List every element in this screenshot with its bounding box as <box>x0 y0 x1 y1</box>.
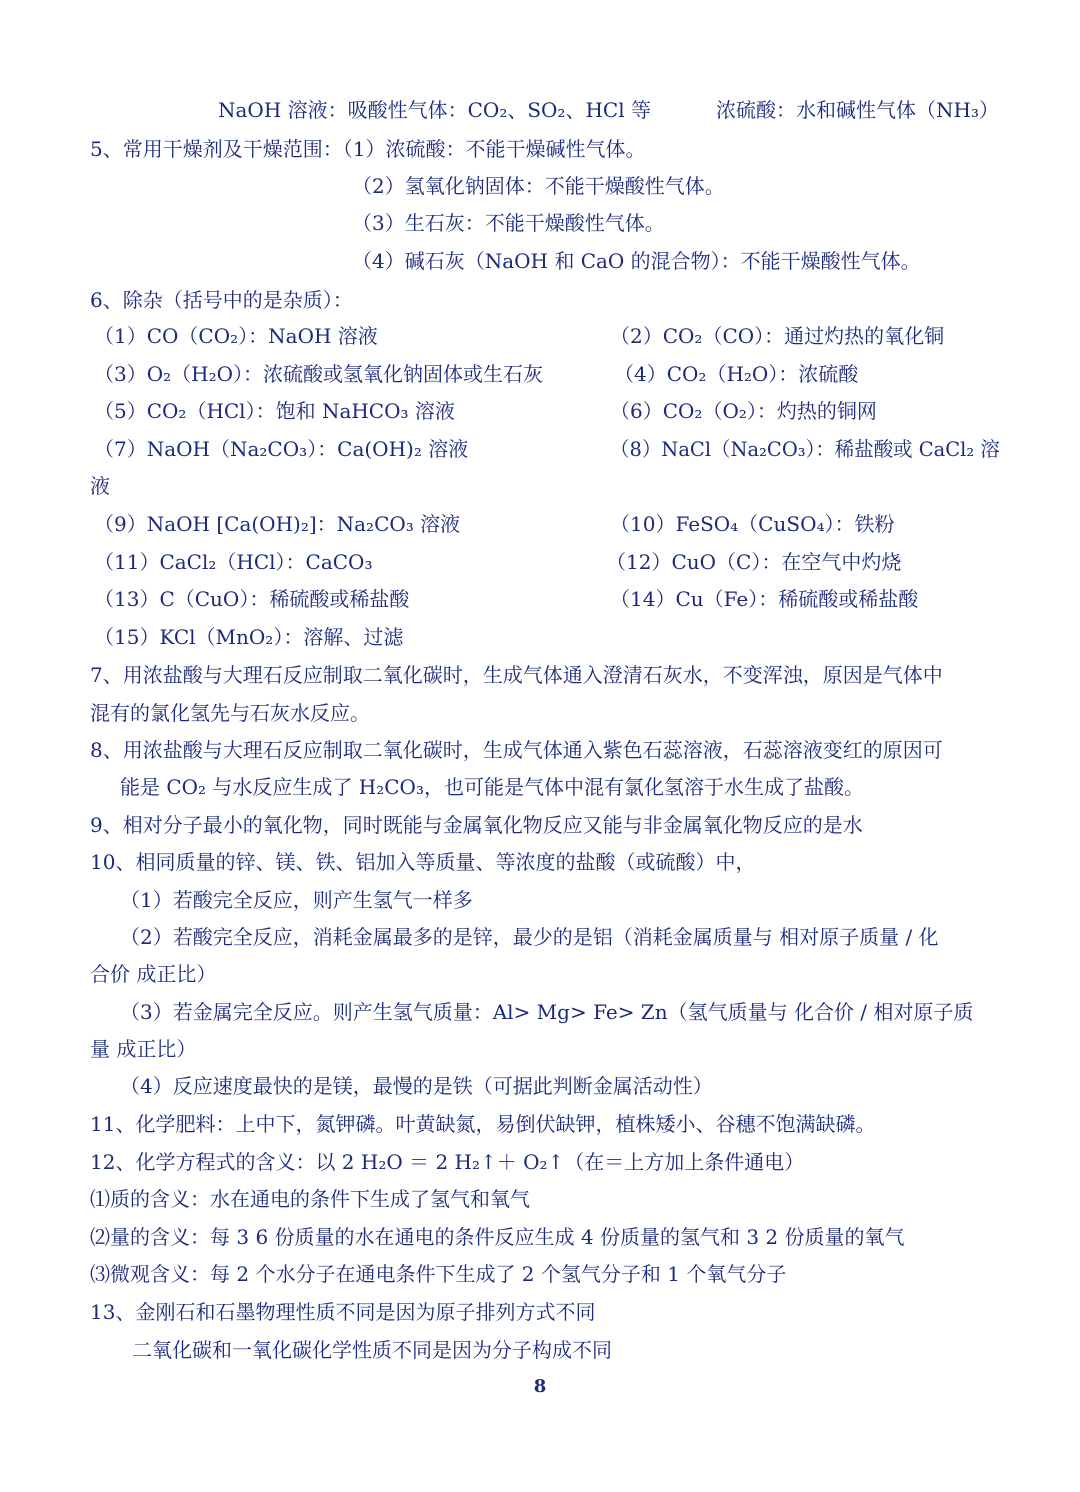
s9-line: 9、相对分子最小的氧化物，同时既能与金属氧化物反应又能与非金属氧化物反应的是水 <box>90 813 863 837</box>
s12-item-1: ⑴质的含义：水在通电的条件下生成了氢气和氧气 <box>90 1187 530 1211</box>
s5-title: 5、常用干燥剂及干燥范围：（1）浓硫酸：不能干燥碱性气体。 <box>90 137 646 161</box>
s6-item-11: （11）CaCl₂（HCl）：CaCO₃ <box>94 550 373 574</box>
s6-item-4: （4）CO₂（H₂O）：浓硫酸 <box>614 362 859 386</box>
s10-item-2: （2）若酸完全反应，消耗金属最多的是锌，最少的是铝（消耗金属质量与 相对原子质量 / 化 <box>120 925 939 949</box>
s6-item-2: （2）CO₂（CO）：通过灼热的氧化铜 <box>610 324 945 348</box>
s11-line: 11、化学肥料：上中下，氮钾磷。叶黄缺氮，易倒伏缺钾，植株矮小、谷穗不饱满缺磷。 <box>90 1112 876 1136</box>
s6-title: 6、除杂（括号中的是杂质）： <box>90 288 353 312</box>
s6-item-8-continued: 液 <box>90 474 110 498</box>
s6-item-7: （7）NaOH（Na₂CO₃）：Ca(OH)₂ 溶液 <box>94 437 469 461</box>
s12-item-2: ⑵量的含义：每 3 6 份质量的水在通电的条件反应生成 4 份质量的氢气和 3 2 份质量的氧气 <box>90 1225 905 1249</box>
s10-item-3-continued: 量 成正比） <box>90 1037 197 1061</box>
s8-line-2: 能是 CO₂ 与水反应生成了 H₂CO₃，也可能是气体中混有氯化氢溶于水生成了盐酸。 <box>120 775 864 799</box>
naoh-absorb-line: NaOH 溶液：吸酸性气体：CO₂、SO₂、HCl 等 <box>218 98 651 122</box>
s10-title: 10、相同质量的锌、镁、铁、铝加入等质量、等浓度的盐酸（或硫酸）中， <box>90 850 756 874</box>
s6-item-8: （8）NaCl（Na₂CO₃）：稀盐酸或 CaCl₂ 溶 <box>610 437 1000 461</box>
s13-line-1: 13、金刚石和石墨物理性质不同是因为原子排列方式不同 <box>90 1300 596 1324</box>
s6-item-9: （9）NaOH [Ca(OH)₂]：Na₂CO₃ 溶液 <box>94 512 461 536</box>
s6-item-5: （5）CO₂（HCl）：饱和 NaHCO₃ 溶液 <box>94 399 455 423</box>
s6-item-13: （13）C（CuO）：稀硫酸或稀盐酸 <box>94 587 410 611</box>
s13-line-2: 二氧化碳和一氧化碳化学性质不同是因为分子构成不同 <box>132 1338 612 1362</box>
s6-item-1: （1）CO（CO₂）：NaOH 溶液 <box>94 324 378 348</box>
s6-item-10: （10）FeSO₄（CuSO₄）：铁粉 <box>610 512 895 536</box>
s6-item-3: （3）O₂（H₂O）：浓硫酸或氢氧化钠固体或生石灰 <box>94 362 543 386</box>
s5-item-2: （2）氢氧化钠固体：不能干燥酸性气体。 <box>352 174 725 198</box>
s5-item-3: （3）生石灰：不能干燥酸性气体。 <box>352 211 665 235</box>
s5-item-4: （4）碱石灰（NaOH 和 CaO 的混合物）：不能干燥酸性气体。 <box>352 249 921 273</box>
s12-title: 12、化学方程式的含义：以 2 H₂O ＝ 2 H₂↑＋ O₂↑（在＝上方加上条件通电） <box>90 1150 805 1174</box>
page-number: 8 <box>533 1376 547 1397</box>
s6-item-6: （6）CO₂（O₂）：灼热的铜网 <box>610 399 877 423</box>
s8-line-1: 8、用浓盐酸与大理石反应制取二氧化碳时，生成气体通入紫色石蕊溶液，石蕊溶液变红的原因可 <box>90 738 943 762</box>
s10-item-1: （1）若酸完全反应，则产生氢气一样多 <box>120 888 473 912</box>
s6-item-14: （14）Cu（Fe）：稀硫酸或稀盐酸 <box>610 587 919 611</box>
s7-line-1: 7、用浓盐酸与大理石反应制取二氧化碳时，生成气体通入澄清石灰水，不变浑浊，原因是气体中 <box>90 663 943 687</box>
s7-line-2: 混有的氯化氢先与石灰水反应。 <box>90 701 370 725</box>
s6-item-15: （15）KCl（MnO₂）：溶解、过滤 <box>94 625 404 649</box>
h2so4-absorb-line: 浓硫酸：水和碱性气体（NH₃） <box>716 98 999 122</box>
s10-item-4: （4）反应速度最快的是镁，最慢的是铁（可据此判断金属活动性） <box>120 1074 713 1098</box>
s10-item-2-continued: 合价 成正比） <box>90 962 217 986</box>
s12-item-3: ⑶微观含义：每 2 个水分子在通电条件下生成了 2 个氢气分子和 1 个氧气分子 <box>90 1262 787 1286</box>
s6-item-12: （12）CuO（C）：在空气中灼烧 <box>606 550 902 574</box>
s10-item-3: （3）若金属完全反应。则产生氢气质量：Al> Mg> Fe> Zn（氢气质量与 化合价 / 相对原子质 <box>120 1000 974 1024</box>
